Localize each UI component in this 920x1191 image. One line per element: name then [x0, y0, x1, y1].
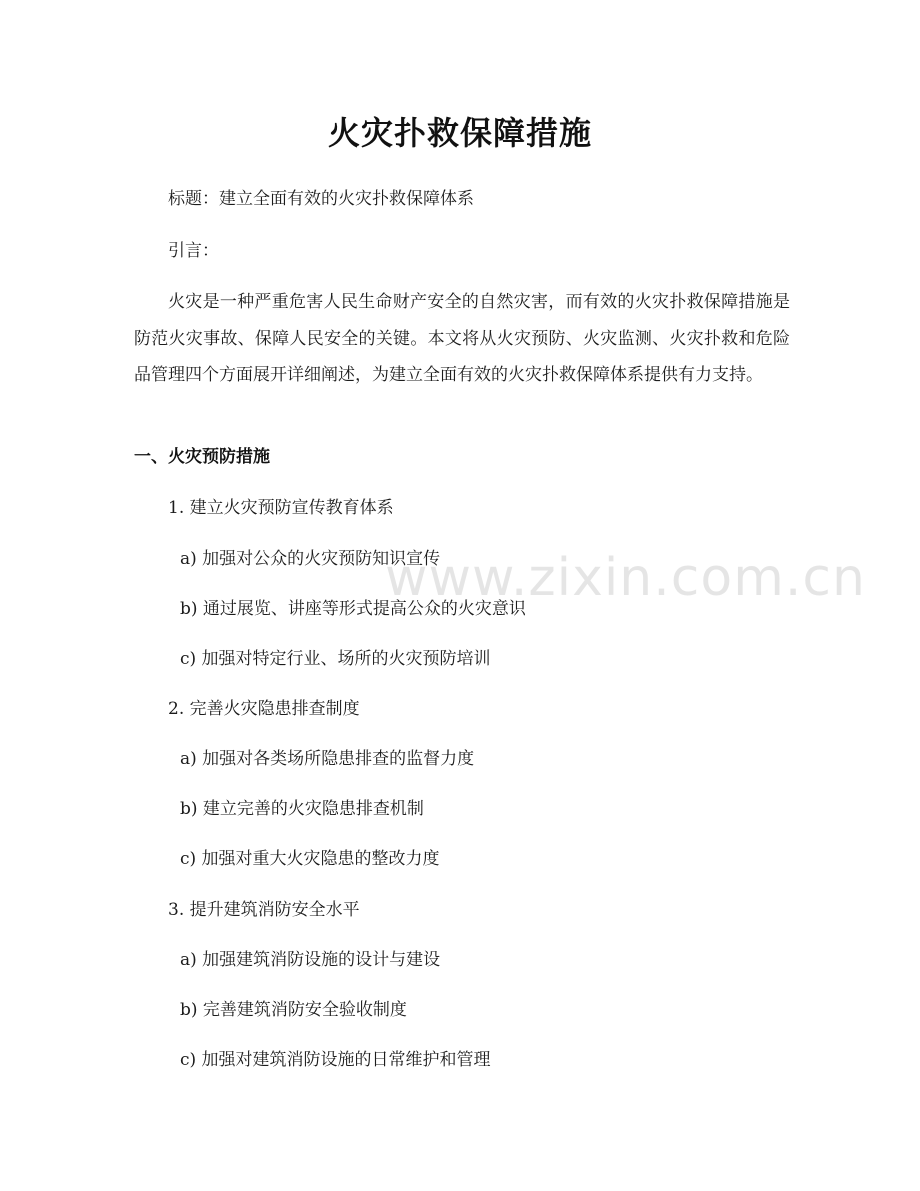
- sub-list-item: a) 加强对各类场所隐患排查的监督力度: [180, 749, 475, 769]
- sub-list-item: a) 加强对公众的火灾预防知识宣传: [180, 549, 441, 569]
- document-title: 火灾扑救保障措施: [327, 114, 592, 152]
- watermark: www.zixin.com.cn: [385, 548, 866, 608]
- intro-label: 引言：: [168, 241, 219, 261]
- section-heading: 一、火灾预防措施: [134, 447, 270, 467]
- sub-list-item: c) 加强对重大火灾隐患的整改力度: [180, 849, 440, 869]
- sub-list-item: b) 完善建筑消防安全验收制度: [180, 1000, 407, 1020]
- sub-list-item: b) 通过展览、讲座等形式提高公众的火灾意识: [180, 599, 526, 619]
- sub-list-item: a) 加强建筑消防设施的设计与建设: [180, 950, 441, 970]
- list-item: 3. 提升建筑消防安全水平: [168, 900, 360, 920]
- intro-paragraph: 火灾是一种严重危害人民生命财产安全的自然灾害，而有效的火灾扑救保障措施是防范火灾事故、保障人民安全的关键。本文将从火灾预防、火灾监测、火灾扑救和危险品管理四个方面展开详细阐述，为建立全面有效的火灾扑救保障体系提供有力支持。: [134, 292, 790, 385]
- sub-list-item: c) 加强对特定行业、场所的火灾预防培训: [180, 649, 491, 669]
- sub-list-item: b) 建立完善的火灾隐患排查机制: [180, 799, 424, 819]
- list-item: 1. 建立火灾预防宣传教育体系: [168, 498, 394, 518]
- sub-list-item: c) 加强对建筑消防设施的日常维护和管理: [180, 1050, 491, 1070]
- list-item: 2. 完善火灾隐患排查制度: [168, 699, 360, 719]
- subtitle-line: 标题：建立全面有效的火灾扑救保障体系: [168, 189, 474, 209]
